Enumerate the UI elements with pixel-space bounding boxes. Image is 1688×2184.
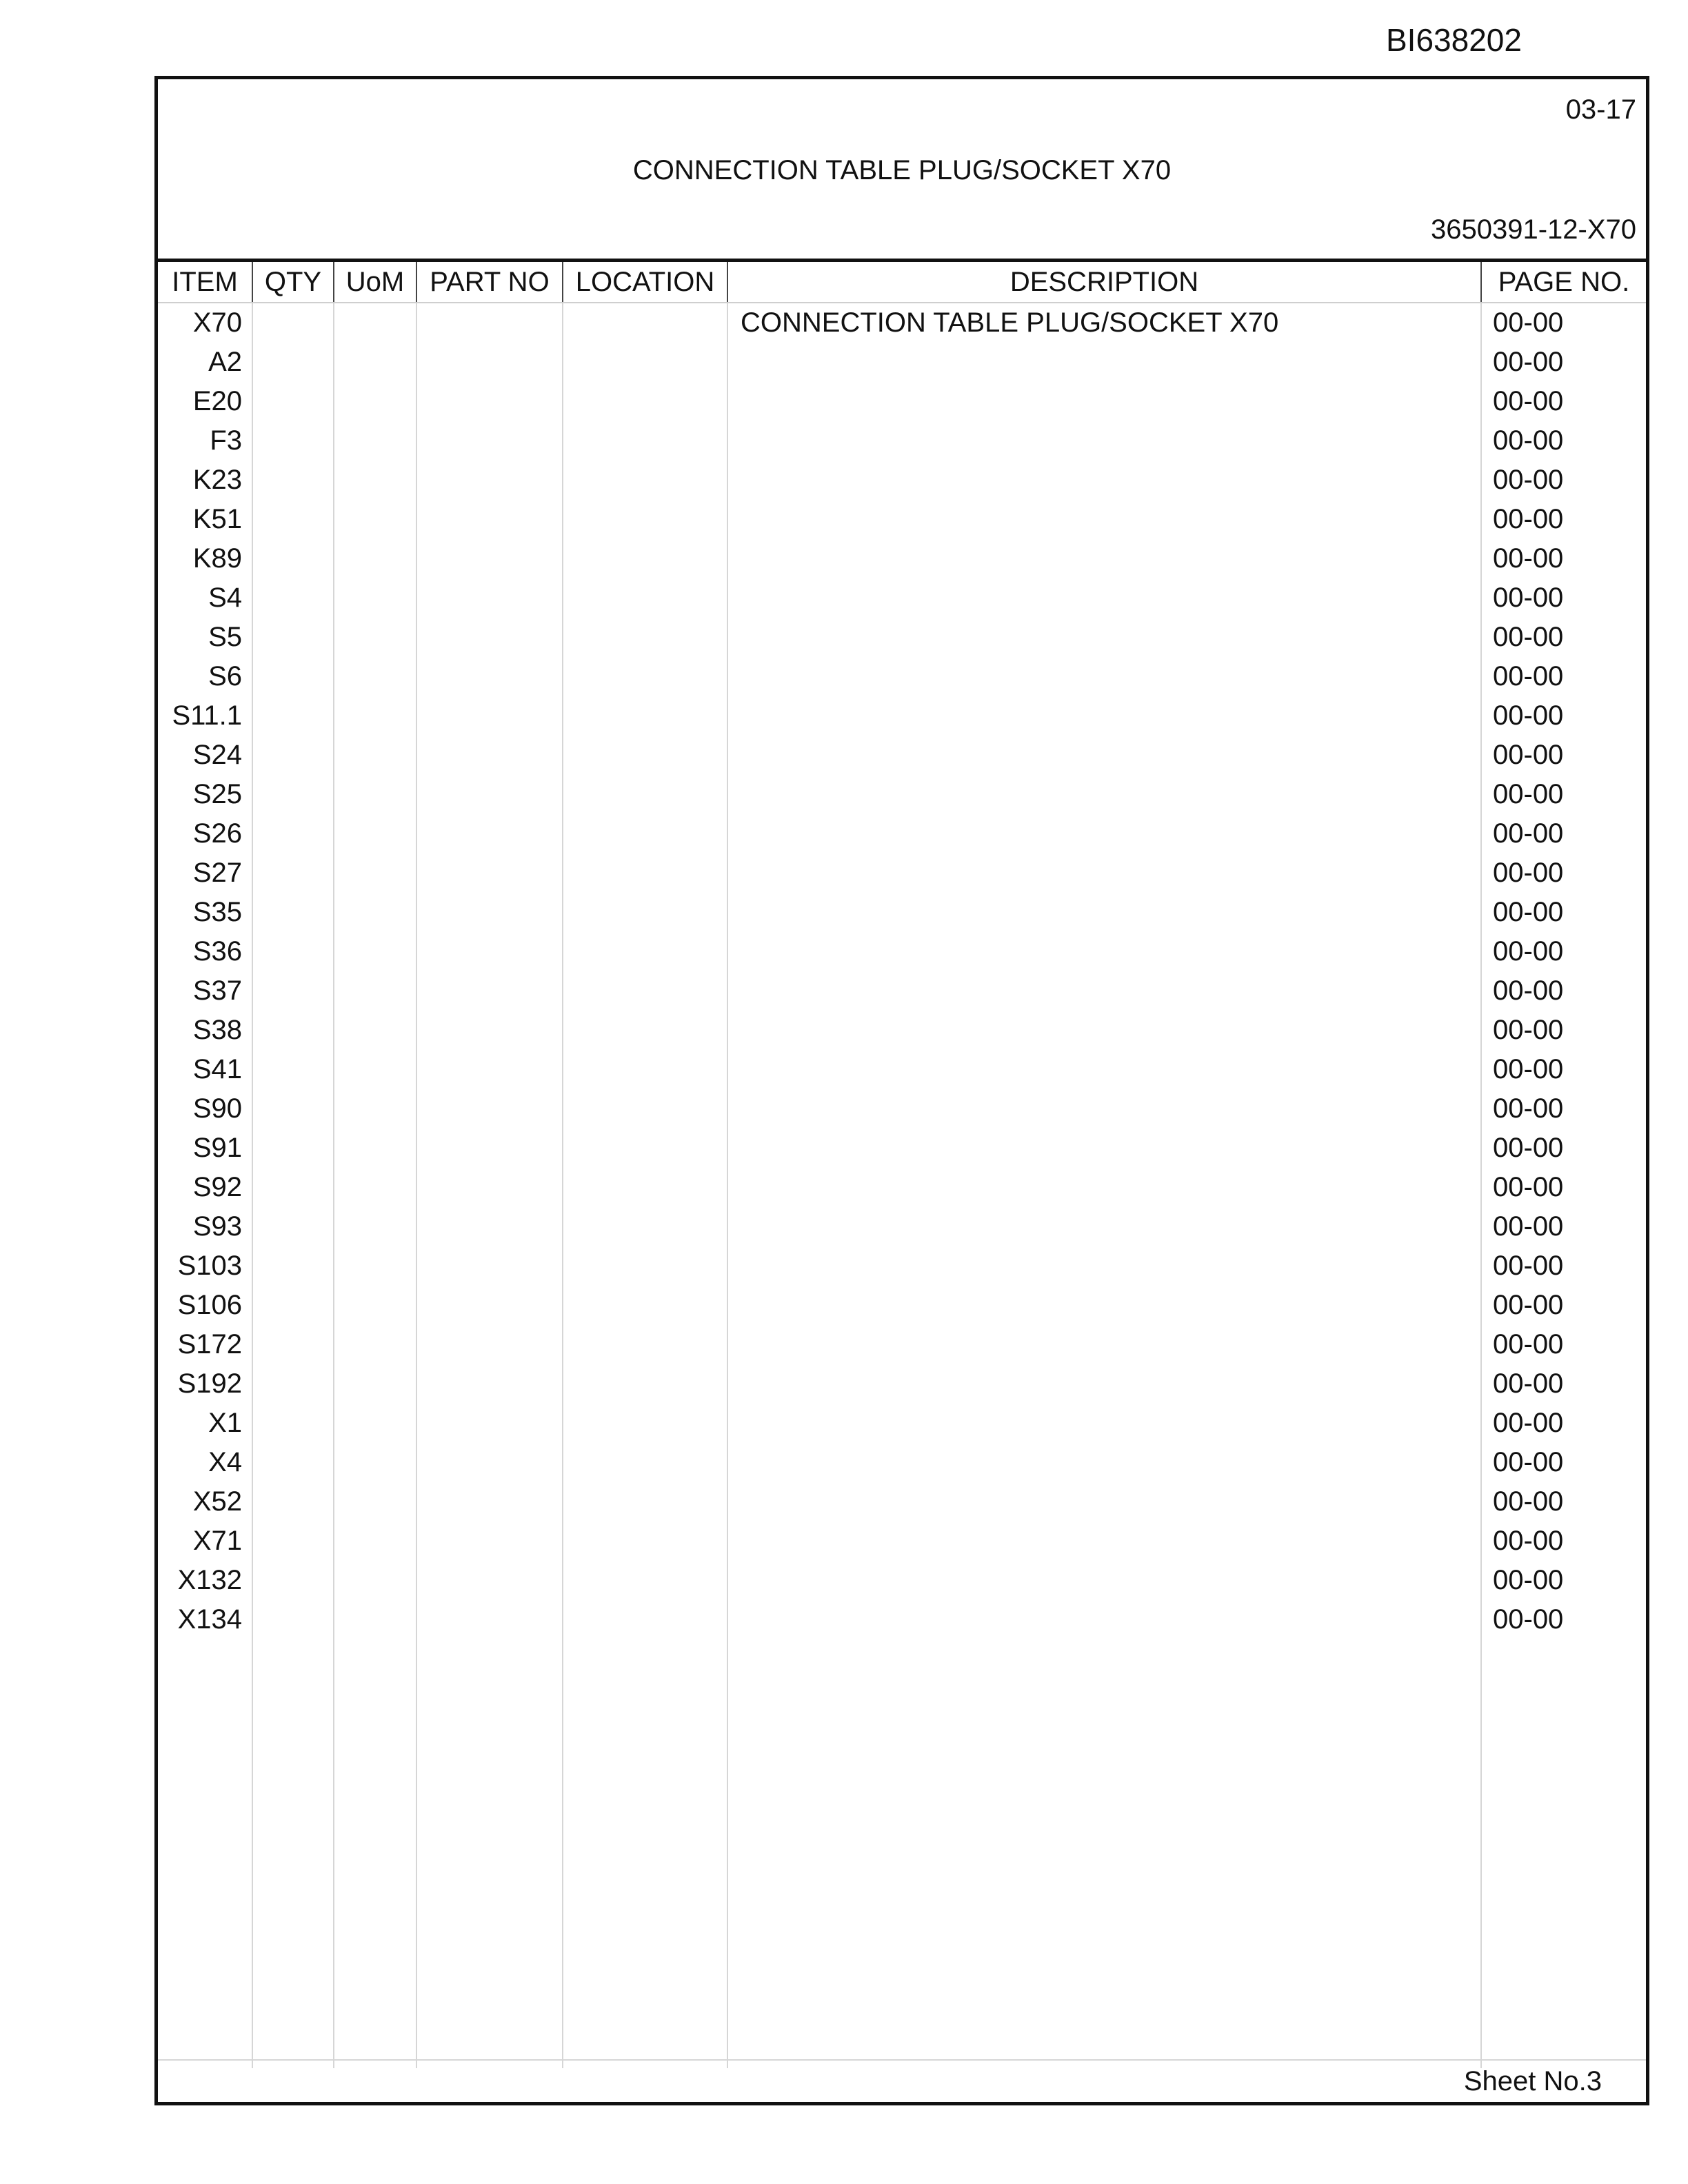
qty-cell bbox=[252, 539, 334, 578]
item-cell: S103 bbox=[177, 1251, 242, 1281]
page-no-cell: 00-00 bbox=[1481, 1404, 1646, 1443]
table-row bbox=[158, 775, 1646, 814]
empty-cell bbox=[416, 1639, 563, 2068]
item-cell: S26 bbox=[192, 818, 242, 849]
uom-cell bbox=[334, 578, 416, 618]
page-no-cell: 00-00 bbox=[1481, 303, 1646, 343]
description-cell bbox=[727, 421, 1481, 461]
description-cell bbox=[727, 1404, 1481, 1443]
item-cell: S90 bbox=[192, 1093, 242, 1124]
description-cell bbox=[727, 343, 1481, 382]
part-no-cell bbox=[416, 736, 563, 775]
item-cell: S91 bbox=[192, 1133, 242, 1163]
page-no-cell: 00-00 bbox=[1481, 1168, 1646, 1207]
part-no-cell bbox=[416, 1168, 563, 1207]
table-row bbox=[158, 343, 1646, 382]
table-row bbox=[158, 1325, 1646, 1364]
empty-cell bbox=[563, 1639, 727, 2068]
qty-cell bbox=[252, 303, 334, 343]
table-row bbox=[158, 971, 1646, 1011]
empty-cell bbox=[252, 1639, 334, 2068]
location-cell bbox=[563, 1404, 727, 1443]
page-no-cell: 00-00 bbox=[1481, 1561, 1646, 1600]
description-cell bbox=[727, 1207, 1481, 1246]
uom-cell bbox=[334, 382, 416, 421]
uom-cell bbox=[334, 461, 416, 500]
item-cell: S5 bbox=[208, 622, 242, 652]
item-cell: E20 bbox=[192, 386, 242, 416]
part-no-cell bbox=[416, 853, 563, 893]
part-no-cell bbox=[416, 971, 563, 1011]
table-row bbox=[158, 1364, 1646, 1404]
qty-cell bbox=[252, 1168, 334, 1207]
table-row bbox=[158, 1129, 1646, 1168]
part-no-cell bbox=[416, 343, 563, 382]
qty-cell bbox=[252, 461, 334, 500]
description-cell bbox=[727, 1521, 1481, 1561]
part-no-cell bbox=[416, 1325, 563, 1364]
column-header-item: ITEM bbox=[158, 262, 252, 303]
item-cell: S11.1 bbox=[172, 700, 242, 731]
location-cell bbox=[563, 971, 727, 1011]
item-cell: S92 bbox=[192, 1172, 242, 1202]
qty-cell bbox=[252, 618, 334, 657]
location-cell bbox=[563, 1286, 727, 1325]
item-cell: S4 bbox=[208, 583, 242, 613]
table-row bbox=[158, 1521, 1646, 1561]
page-no-cell: 00-00 bbox=[1481, 853, 1646, 893]
table-row bbox=[158, 618, 1646, 657]
table-row bbox=[158, 421, 1646, 461]
part-no-cell bbox=[416, 657, 563, 696]
uom-cell bbox=[334, 1129, 416, 1168]
page-no-cell: 00-00 bbox=[1481, 1207, 1646, 1246]
location-cell bbox=[563, 736, 727, 775]
location-cell bbox=[563, 461, 727, 500]
revision-code: 03-17 bbox=[1565, 94, 1636, 125]
qty-cell bbox=[252, 1325, 334, 1364]
item-cell: S41 bbox=[192, 1054, 242, 1084]
item-cell: K89 bbox=[192, 543, 242, 574]
page-no-cell: 00-00 bbox=[1481, 1482, 1646, 1521]
qty-cell bbox=[252, 1482, 334, 1521]
empty-cell bbox=[334, 1639, 416, 2068]
title-block bbox=[158, 79, 1646, 262]
uom-cell bbox=[334, 1404, 416, 1443]
column-header-part-no: PART NO bbox=[416, 262, 563, 303]
qty-cell bbox=[252, 343, 334, 382]
location-cell bbox=[563, 421, 727, 461]
qty-cell bbox=[252, 814, 334, 853]
table-row bbox=[158, 932, 1646, 971]
uom-cell bbox=[334, 1521, 416, 1561]
part-no-cell bbox=[416, 421, 563, 461]
location-cell bbox=[563, 893, 727, 932]
part-no-cell bbox=[416, 1482, 563, 1521]
parts-table bbox=[158, 262, 1646, 2068]
table-row bbox=[158, 696, 1646, 736]
table-row bbox=[158, 382, 1646, 421]
description-cell bbox=[727, 775, 1481, 814]
item-cell: S93 bbox=[192, 1211, 242, 1242]
qty-cell bbox=[252, 1286, 334, 1325]
qty-cell bbox=[252, 578, 334, 618]
page-no-cell: 00-00 bbox=[1481, 1600, 1646, 1639]
location-cell bbox=[563, 1168, 727, 1207]
uom-cell bbox=[334, 1011, 416, 1050]
table-row bbox=[158, 1050, 1646, 1089]
qty-cell bbox=[252, 1207, 334, 1246]
location-cell bbox=[563, 1207, 727, 1246]
qty-cell bbox=[252, 1129, 334, 1168]
location-cell bbox=[563, 578, 727, 618]
part-no-cell bbox=[416, 1600, 563, 1639]
uom-cell bbox=[334, 1089, 416, 1129]
part-no-cell bbox=[416, 775, 563, 814]
description-cell bbox=[727, 578, 1481, 618]
location-cell bbox=[563, 382, 727, 421]
table-row bbox=[158, 500, 1646, 539]
part-no-cell bbox=[416, 1443, 563, 1482]
qty-cell bbox=[252, 1011, 334, 1050]
uom-cell bbox=[334, 814, 416, 853]
description-cell bbox=[727, 1600, 1481, 1639]
description-cell bbox=[727, 1561, 1481, 1600]
description-cell bbox=[727, 1050, 1481, 1089]
uom-cell bbox=[334, 893, 416, 932]
part-no-cell bbox=[416, 1050, 563, 1089]
item-cell: S37 bbox=[192, 975, 242, 1006]
item-cell: S192 bbox=[177, 1368, 242, 1399]
description-cell bbox=[727, 461, 1481, 500]
qty-cell bbox=[252, 1600, 334, 1639]
location-cell bbox=[563, 1089, 727, 1129]
table-row bbox=[158, 303, 1646, 343]
uom-cell bbox=[334, 1168, 416, 1207]
item-cell: F3 bbox=[210, 425, 242, 456]
description-cell bbox=[727, 657, 1481, 696]
part-no-cell bbox=[416, 1364, 563, 1404]
qty-cell bbox=[252, 853, 334, 893]
table-row bbox=[158, 539, 1646, 578]
table-row bbox=[158, 1286, 1646, 1325]
part-no-cell bbox=[416, 1129, 563, 1168]
qty-cell bbox=[252, 775, 334, 814]
table-row bbox=[158, 1207, 1646, 1246]
location-cell bbox=[563, 1521, 727, 1561]
qty-cell bbox=[252, 1050, 334, 1089]
uom-cell bbox=[334, 421, 416, 461]
table-row bbox=[158, 1011, 1646, 1050]
part-no-cell bbox=[416, 303, 563, 343]
uom-cell bbox=[334, 1286, 416, 1325]
page-no-cell: 00-00 bbox=[1481, 1443, 1646, 1482]
page-no-cell: 00-00 bbox=[1481, 461, 1646, 500]
location-cell bbox=[563, 814, 727, 853]
sheet-number: Sheet No.3 bbox=[1463, 2066, 1602, 2096]
empty-cell bbox=[727, 1639, 1481, 2068]
uom-cell bbox=[334, 736, 416, 775]
part-no-cell bbox=[416, 1404, 563, 1443]
description-cell bbox=[727, 1286, 1481, 1325]
item-cell: S38 bbox=[192, 1015, 242, 1045]
location-cell bbox=[563, 657, 727, 696]
location-cell bbox=[563, 1050, 727, 1089]
description-cell bbox=[727, 618, 1481, 657]
uom-cell bbox=[334, 1364, 416, 1404]
qty-cell bbox=[252, 1561, 334, 1600]
page-no-cell: 00-00 bbox=[1481, 893, 1646, 932]
description-cell bbox=[727, 893, 1481, 932]
location-cell bbox=[563, 303, 727, 343]
table-body bbox=[158, 303, 1646, 2068]
empty-cell bbox=[1481, 1639, 1646, 2068]
description-cell bbox=[727, 1011, 1481, 1050]
page-no-cell: 00-00 bbox=[1481, 1011, 1646, 1050]
item-cell: X4 bbox=[208, 1447, 242, 1477]
page-no-cell: 00-00 bbox=[1481, 657, 1646, 696]
part-no-cell bbox=[416, 1089, 563, 1129]
qty-cell bbox=[252, 1246, 334, 1286]
item-cell: X134 bbox=[177, 1604, 242, 1635]
uom-cell bbox=[334, 853, 416, 893]
qty-cell bbox=[252, 893, 334, 932]
uom-cell bbox=[334, 775, 416, 814]
drawing-number: 3650391-12-X70 bbox=[1430, 214, 1636, 245]
location-cell bbox=[563, 343, 727, 382]
description-cell bbox=[727, 1089, 1481, 1129]
page-no-cell: 00-00 bbox=[1481, 343, 1646, 382]
qty-cell bbox=[252, 696, 334, 736]
location-cell bbox=[563, 1011, 727, 1050]
location-cell bbox=[563, 775, 727, 814]
part-no-cell bbox=[416, 500, 563, 539]
description-cell bbox=[727, 1325, 1481, 1364]
item-cell: S25 bbox=[192, 779, 242, 809]
table-row bbox=[158, 657, 1646, 696]
description-cell bbox=[727, 1364, 1481, 1404]
footer bbox=[158, 2059, 1646, 2102]
page-no-cell: 00-00 bbox=[1481, 539, 1646, 578]
qty-cell bbox=[252, 971, 334, 1011]
uom-cell bbox=[334, 1246, 416, 1286]
description-cell bbox=[727, 932, 1481, 971]
location-cell bbox=[563, 1600, 727, 1639]
empty-filler-row bbox=[158, 1639, 1646, 2068]
part-no-cell bbox=[416, 814, 563, 853]
page-no-cell: 00-00 bbox=[1481, 1246, 1646, 1286]
table-row bbox=[158, 578, 1646, 618]
part-no-cell bbox=[416, 1011, 563, 1050]
part-no-cell bbox=[416, 618, 563, 657]
table-row bbox=[158, 1246, 1646, 1286]
item-cell: S172 bbox=[177, 1329, 242, 1359]
uom-cell bbox=[334, 657, 416, 696]
table-row bbox=[158, 814, 1646, 853]
description-cell bbox=[727, 1482, 1481, 1521]
uom-cell bbox=[334, 696, 416, 736]
description-cell bbox=[727, 814, 1481, 853]
item-cell: X71 bbox=[192, 1526, 242, 1556]
page-no-cell: 00-00 bbox=[1481, 500, 1646, 539]
page-no-cell: 00-00 bbox=[1481, 1129, 1646, 1168]
description-cell bbox=[727, 696, 1481, 736]
item-cell: S106 bbox=[177, 1290, 242, 1320]
table-row bbox=[158, 461, 1646, 500]
table-row bbox=[158, 1561, 1646, 1600]
uom-cell bbox=[334, 1600, 416, 1639]
column-header-qty: QTY bbox=[252, 262, 334, 303]
part-no-cell bbox=[416, 461, 563, 500]
table-row bbox=[158, 1168, 1646, 1207]
table-row bbox=[158, 1089, 1646, 1129]
item-cell: X1 bbox=[208, 1408, 242, 1438]
part-no-cell bbox=[416, 1246, 563, 1286]
location-cell bbox=[563, 1325, 727, 1364]
location-cell bbox=[563, 618, 727, 657]
item-cell: S36 bbox=[192, 936, 242, 967]
qty-cell bbox=[252, 1364, 334, 1404]
uom-cell bbox=[334, 1050, 416, 1089]
location-cell bbox=[563, 539, 727, 578]
part-no-cell bbox=[416, 893, 563, 932]
part-no-cell bbox=[416, 382, 563, 421]
drawing-frame bbox=[154, 76, 1649, 2105]
part-no-cell bbox=[416, 578, 563, 618]
uom-cell bbox=[334, 932, 416, 971]
uom-cell bbox=[334, 343, 416, 382]
table-row bbox=[158, 1443, 1646, 1482]
page-no-cell: 00-00 bbox=[1481, 1364, 1646, 1404]
location-cell bbox=[563, 1246, 727, 1286]
page-no-cell: 00-00 bbox=[1481, 932, 1646, 971]
uom-cell bbox=[334, 1561, 416, 1600]
column-header-description: DESCRIPTION bbox=[727, 262, 1481, 303]
table-row bbox=[158, 1404, 1646, 1443]
qty-cell bbox=[252, 736, 334, 775]
table-header-row bbox=[158, 262, 1646, 303]
qty-cell bbox=[252, 421, 334, 461]
description-cell bbox=[727, 971, 1481, 1011]
location-cell bbox=[563, 500, 727, 539]
part-no-cell bbox=[416, 696, 563, 736]
description-cell bbox=[727, 1168, 1481, 1207]
item-cell: X132 bbox=[177, 1565, 242, 1595]
description-cell: CONNECTION TABLE PLUG/SOCKET X70 bbox=[727, 303, 1481, 343]
uom-cell bbox=[334, 1443, 416, 1482]
location-cell bbox=[563, 1129, 727, 1168]
item-cell: S27 bbox=[192, 858, 242, 888]
qty-cell bbox=[252, 657, 334, 696]
table-row bbox=[158, 1600, 1646, 1639]
page-no-cell: 00-00 bbox=[1481, 1325, 1646, 1364]
column-header-location: LOCATION bbox=[563, 262, 727, 303]
location-cell bbox=[563, 1364, 727, 1404]
page-no-cell: 00-00 bbox=[1481, 971, 1646, 1011]
description-cell bbox=[727, 539, 1481, 578]
part-no-cell bbox=[416, 932, 563, 971]
item-cell: X70 bbox=[192, 307, 242, 338]
location-cell bbox=[563, 853, 727, 893]
page-no-cell: 00-00 bbox=[1481, 775, 1646, 814]
item-cell: S6 bbox=[208, 661, 242, 691]
description-cell bbox=[727, 500, 1481, 539]
uom-cell bbox=[334, 618, 416, 657]
description-cell bbox=[727, 736, 1481, 775]
page-no-cell: 00-00 bbox=[1481, 814, 1646, 853]
location-cell bbox=[563, 696, 727, 736]
location-cell bbox=[563, 1443, 727, 1482]
uom-cell bbox=[334, 500, 416, 539]
page-no-cell: 00-00 bbox=[1481, 1286, 1646, 1325]
table-row bbox=[158, 853, 1646, 893]
part-no-cell bbox=[416, 1521, 563, 1561]
uom-cell bbox=[334, 1325, 416, 1364]
column-header-uom: UoM bbox=[334, 262, 416, 303]
item-cell: X52 bbox=[192, 1486, 242, 1517]
document-id: BI638202 bbox=[1386, 22, 1522, 58]
table-row bbox=[158, 1482, 1646, 1521]
empty-cell bbox=[158, 1639, 252, 2068]
part-no-cell bbox=[416, 539, 563, 578]
page-no-cell: 00-00 bbox=[1481, 696, 1646, 736]
qty-cell bbox=[252, 1404, 334, 1443]
page-no-cell: 00-00 bbox=[1481, 421, 1646, 461]
qty-cell bbox=[252, 1521, 334, 1561]
column-header-page-no: PAGE NO. bbox=[1481, 262, 1646, 303]
page-no-cell: 00-00 bbox=[1481, 1050, 1646, 1089]
page-title: CONNECTION TABLE PLUG/SOCKET X70 bbox=[632, 155, 1172, 185]
uom-cell bbox=[334, 971, 416, 1011]
description-cell bbox=[727, 382, 1481, 421]
uom-cell bbox=[334, 539, 416, 578]
qty-cell bbox=[252, 500, 334, 539]
uom-cell bbox=[334, 1207, 416, 1246]
description-cell bbox=[727, 1246, 1481, 1286]
qty-cell bbox=[252, 1089, 334, 1129]
page-no-cell: 00-00 bbox=[1481, 1521, 1646, 1561]
item-cell: K51 bbox=[192, 504, 242, 534]
description-cell bbox=[727, 853, 1481, 893]
location-cell bbox=[563, 932, 727, 971]
part-no-cell bbox=[416, 1207, 563, 1246]
item-cell: S35 bbox=[192, 897, 242, 927]
part-no-cell bbox=[416, 1286, 563, 1325]
description-cell bbox=[727, 1443, 1481, 1482]
item-cell: A2 bbox=[208, 347, 242, 377]
location-cell bbox=[563, 1482, 727, 1521]
description-cell bbox=[727, 1129, 1481, 1168]
part-no-cell bbox=[416, 1561, 563, 1600]
page-no-cell: 00-00 bbox=[1481, 578, 1646, 618]
page-no-cell: 00-00 bbox=[1481, 1089, 1646, 1129]
qty-cell bbox=[252, 1443, 334, 1482]
page-no-cell: 00-00 bbox=[1481, 382, 1646, 421]
table-row bbox=[158, 893, 1646, 932]
page-no-cell: 00-00 bbox=[1481, 618, 1646, 657]
item-cell: K23 bbox=[192, 465, 242, 495]
qty-cell bbox=[252, 932, 334, 971]
location-cell bbox=[563, 1561, 727, 1600]
uom-cell bbox=[334, 303, 416, 343]
item-cell: S24 bbox=[192, 740, 242, 770]
table-row bbox=[158, 736, 1646, 775]
uom-cell bbox=[334, 1482, 416, 1521]
page-no-cell: 00-00 bbox=[1481, 736, 1646, 775]
qty-cell bbox=[252, 382, 334, 421]
